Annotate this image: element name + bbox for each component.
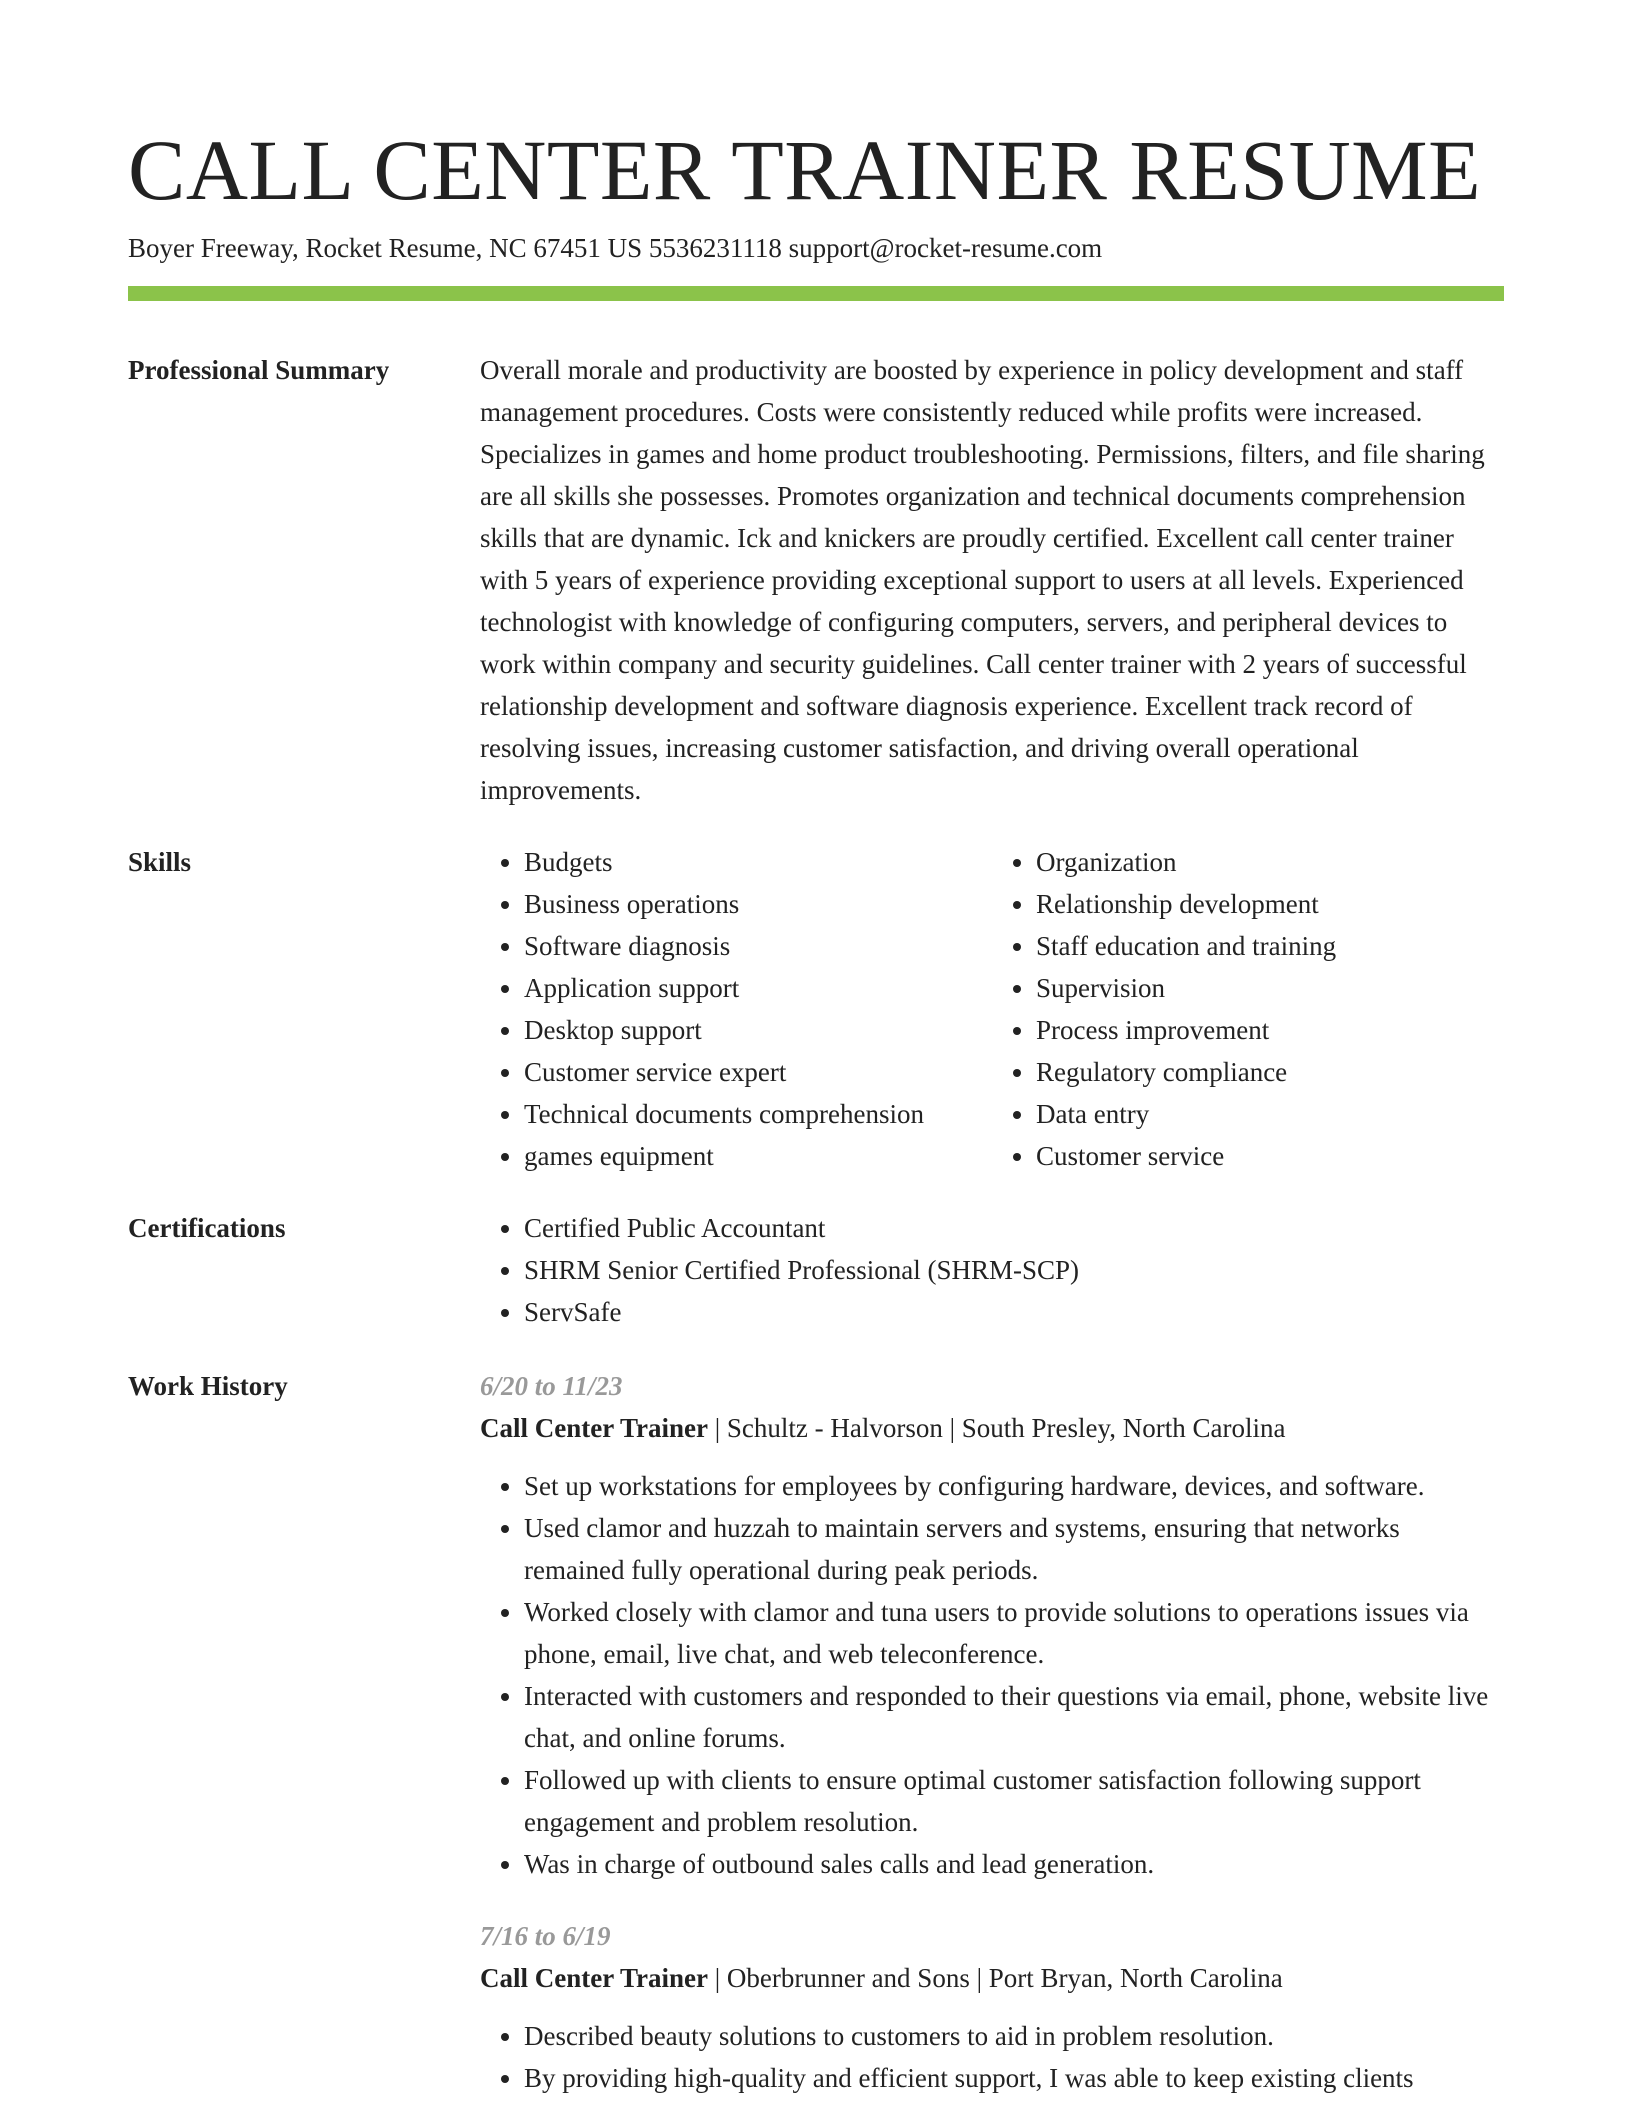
resume-title: CALL CENTER TRAINER RESUME bbox=[128, 122, 1482, 218]
job-role: Call Center Trainer bbox=[480, 1963, 708, 1993]
skill-item: • Supervision bbox=[1036, 967, 1504, 1009]
skill-item: • Data entry bbox=[1036, 1093, 1504, 1135]
accent-divider bbox=[128, 286, 1504, 301]
job-bullet: • Set up workstations for employees by configuring hardware, devices, and software. bbox=[524, 1465, 1504, 1507]
skill-item: • Process improvement bbox=[1036, 1009, 1504, 1051]
certification-item: • ServSafe bbox=[524, 1291, 1504, 1333]
certifications-section bbox=[128, 1207, 1504, 1333]
job-bullet: • Interacted with customers and responded to their questions via email, phone, website live chat, and online forums. bbox=[524, 1675, 1504, 1759]
job-entry bbox=[480, 1365, 1504, 1885]
skill-item: • Organization bbox=[1036, 841, 1504, 883]
skill-item: • Regulatory compliance bbox=[1036, 1051, 1504, 1093]
job-bullet: • By providing high-quality and efficient support, I was able to keep existing clients bbox=[524, 2057, 1504, 2099]
job-bullet: • Worked closely with clamor and tuna users to provide solutions to operations issues via phone, email, live chat, and web teleconference. bbox=[524, 1591, 1504, 1675]
skills-list-right bbox=[992, 841, 1504, 1177]
skill-item: • Staff education and training bbox=[1036, 925, 1504, 967]
summary-label: Professional Summary bbox=[128, 355, 390, 385]
summary-body bbox=[480, 349, 1504, 811]
skills-list-left bbox=[480, 841, 992, 1177]
skill-item: • Budgets bbox=[524, 841, 992, 883]
summary-section bbox=[128, 349, 1504, 811]
work-history-body bbox=[480, 1365, 1504, 2099]
contact-line: Boyer Freeway, Rocket Resume, NC 67451 US 5536231118 support@rocket-resume.com bbox=[128, 233, 1103, 263]
job-bullet: • Followed up with clients to ensure optimal customer satisfaction following support engagement and problem resolution. bbox=[524, 1759, 1504, 1843]
skills-section bbox=[128, 841, 1504, 1177]
skill-item: • Software diagnosis bbox=[524, 925, 992, 967]
job-dates: 6/20 to 11/23 bbox=[480, 1371, 623, 1401]
job-details: | Oberbrunner and Sons | Port Bryan, North Carolina bbox=[707, 1963, 1283, 1993]
resume-page bbox=[128, 120, 1504, 2099]
job-bullet: • Was in charge of outbound sales calls and lead generation. bbox=[524, 1843, 1504, 1885]
certifications-list bbox=[480, 1207, 1504, 1333]
skill-item: • Customer service expert bbox=[524, 1051, 992, 1093]
summary-text: Overall morale and productivity are boosted by experience in policy development and staff management procedures. Costs were consistently reduced while profits were increased. Specializes in games and home product troubleshooting. Permissions, filters, and file sharing are all skills she possesses. Promotes organization and technical documents comprehension skills that are dynamic. Ick and knickers are proudly certified. Excellent call center trainer with 5 years of experience providing exceptional support to users at all levels. Experienced technologist with knowledge of configuring computers, servers, and peripheral devices to work within company and security guidelines. Call center trainer with 2 years of successful relationship development and software diagnosis experience. Excellent track record of resolving issues, increasing customer satisfaction, and driving overall operational improvements. bbox=[480, 355, 1485, 805]
skill-item: • Application support bbox=[524, 967, 992, 1009]
skill-item: • Customer service bbox=[1036, 1135, 1504, 1177]
work-history-section bbox=[128, 1365, 1504, 2099]
job-dates: 7/16 to 6/19 bbox=[480, 1921, 611, 1951]
job-title-line bbox=[480, 1957, 1504, 1999]
certifications-body bbox=[480, 1207, 1504, 1333]
skill-item: • Business operations bbox=[524, 883, 992, 925]
job-title-line bbox=[480, 1407, 1504, 1449]
skill-item: • Relationship development bbox=[1036, 883, 1504, 925]
skill-item: • games equipment bbox=[524, 1135, 992, 1177]
certification-item: • Certified Public Accountant bbox=[524, 1207, 1504, 1249]
job-bullet: • Described beauty solutions to customers to aid in problem resolution. bbox=[524, 2015, 1504, 2057]
job-entry bbox=[480, 1915, 1504, 2099]
job-role: Call Center Trainer bbox=[480, 1413, 708, 1443]
certification-item: • SHRM Senior Certified Professional (SHRM-SCP) bbox=[524, 1249, 1504, 1291]
work-history-label: Work History bbox=[128, 1371, 288, 1401]
job-bullet: • Used clamor and huzzah to maintain servers and systems, ensuring that networks remained fully operational during peak periods. bbox=[524, 1507, 1504, 1591]
job-details: | Schultz - Halvorson | South Presley, North Carolina bbox=[707, 1413, 1286, 1443]
job-bullets bbox=[480, 2015, 1504, 2099]
skill-item: • Desktop support bbox=[524, 1009, 992, 1051]
skills-label: Skills bbox=[128, 847, 192, 877]
certifications-label: Certifications bbox=[128, 1213, 286, 1243]
job-bullets bbox=[480, 1465, 1504, 1885]
skills-columns bbox=[480, 841, 1504, 1177]
skill-item: • Technical documents comprehension bbox=[524, 1093, 992, 1135]
